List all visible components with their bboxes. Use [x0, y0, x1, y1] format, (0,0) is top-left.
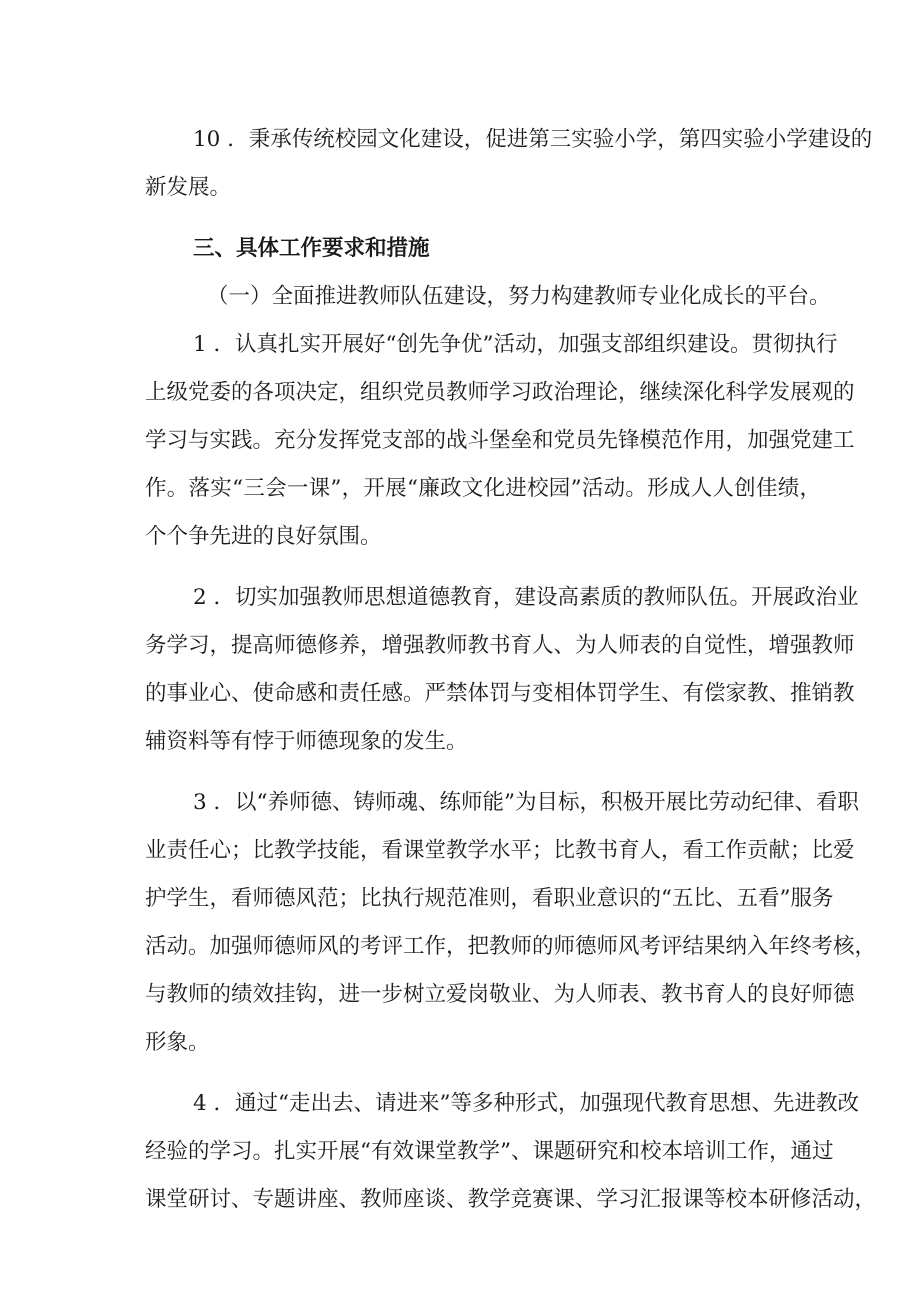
section-heading — [145, 225, 821, 273]
paragraph-item-10 — [145, 116, 873, 212]
paragraph-item-3 — [145, 779, 877, 1067]
paragraph-item-1 — [145, 321, 855, 561]
text-line: 业责任心；比教学技能，看课堂教学水平；比教书育人，看工作贡献；比爱 — [145, 838, 855, 863]
text-line: 与教师的绩效挂钩，进一步树立爱岗敬业、为人师表、教书育人的良好师德 — [145, 982, 855, 1007]
text-line: 2 ．切实加强教师思想道德教育，建设高素质的教师队伍。开展政治业 — [193, 585, 859, 610]
text-line: 形象。 — [145, 1030, 210, 1055]
text-line: 上级党委的各项决定，组织党员教师学习政治理论，继续深化科学发展观的 — [145, 380, 855, 405]
text-line: 务学习，提高师德修养，增强教师教书育人、为人师表的自觉性，增强教师 — [145, 633, 855, 658]
text-line: 10 ．秉承传统校园文化建设，促进第三实验小学，第四实验小学建设的 — [193, 127, 873, 152]
paragraph-item-2 — [145, 574, 859, 766]
text-line: 学习与实践。充分发挥党支部的战斗堡垒和党员先锋模范作用，加强党建工 — [145, 428, 855, 453]
text-line: 3 ．以“养师德、铸师魂、练师能”为目标，积极开展比劳动纪律、看职 — [193, 790, 859, 815]
text-line: （一）全面推进教师队伍建设，努力构建教师专业化成长的平台。 — [207, 284, 831, 309]
text-line: 4 ．通过“走出去、请进来”等多种形式，加强现代教育思想、先进教改 — [193, 1091, 859, 1116]
text-line: 新发展。 — [145, 175, 232, 200]
text-line: 辅资料等有悖于师德现象的发生。 — [145, 729, 468, 754]
text-line: 的事业心、使命感和责任感。严禁体罚与变相体罚学生、有偿家教、推销教 — [145, 681, 855, 706]
heading-line: 三、具体工作要求和措施 — [193, 236, 430, 261]
text-line: 活动。加强师德师风的考评工作，把教师的师德师风考评结果纳入年终考核， — [145, 934, 877, 959]
text-line: 经验的学习。扎实开展“有效课堂教学”、课题研究和校本培训工作，通过 — [145, 1139, 834, 1164]
text-line: 1 ．认真扎实开展好“创先争优”活动，加强支部组织建设。贯彻执行 — [193, 332, 838, 357]
document-page — [145, 116, 877, 1224]
paragraph-item-4 — [145, 1080, 877, 1224]
subsection-heading — [145, 273, 831, 321]
text-line: 护学生，看师德风范；比执行规范准则，看职业意识的“五比、五看”服务 — [145, 886, 834, 911]
text-line: 课堂研讨、专题讲座、教师座谈、教学竞赛课、学习汇报课等校本研修活动， — [145, 1187, 877, 1212]
text-line: 作。落实“三会一课”，开展“廉政文化进校园”活动。形成人人创佳绩， — [145, 476, 821, 501]
text-line: 个个争先进的良好氛围。 — [145, 524, 382, 549]
